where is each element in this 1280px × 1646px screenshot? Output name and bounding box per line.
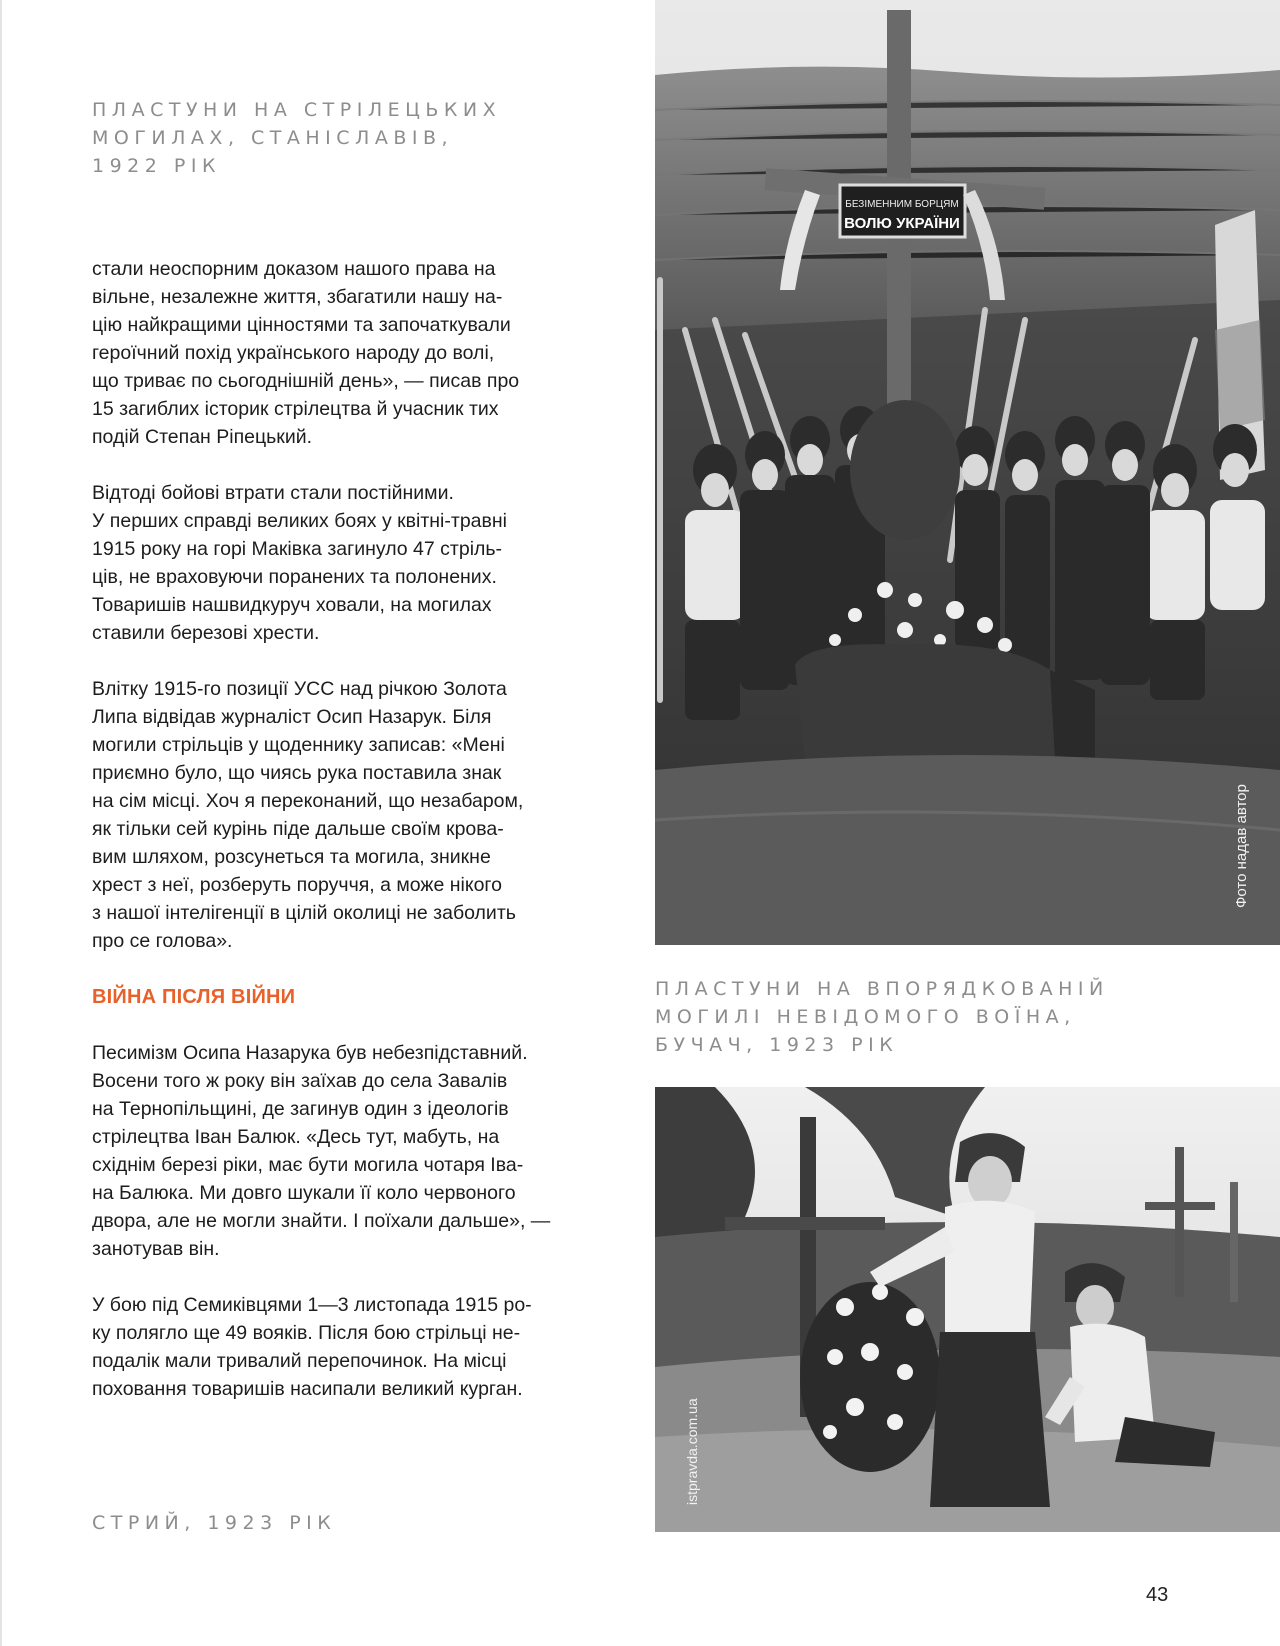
text-line: героїчний похід українського народу до волі, <box>92 342 495 364</box>
text-line: стрілецтва Іван Балюк. «Десь тут, мабуть, на <box>92 1126 500 1148</box>
text-line: У перших справді великих боях у квітні-травні <box>92 510 507 532</box>
text-line: про се голова». <box>92 930 233 952</box>
photo-illustration <box>655 1087 1280 1532</box>
text-line: стали неоспорним доказом нашого права на <box>92 258 496 280</box>
text-line: цію найкращими цінностями та започаткували <box>92 314 511 336</box>
caption-stryi <box>92 1509 336 1537</box>
text-line: подалік мали тривалий перепочинок. На місці <box>92 1350 507 1372</box>
text-line: двора, але не могли знайти. І поїхали дальше», — <box>92 1210 551 1232</box>
text-line: поховання товаришів насипали великий курган. <box>92 1378 523 1400</box>
text-line: вільне, незалежне життя, збагатили нашу на- <box>92 286 503 308</box>
text-line: вим шляхом, розсунеться та могила, зникне <box>92 846 491 868</box>
paragraph-4 <box>92 1039 592 1263</box>
caption-line: МОГИЛАХ, СТАНІСЛАВІВ, <box>92 127 454 149</box>
text-line: Товаришів нашвидкуруч ховали, на могилах <box>92 594 492 616</box>
paragraph-2 <box>92 479 592 647</box>
page-edge <box>0 0 2 1646</box>
text-line: У бою під Семиківцями 1—3 листопада 1915 ро- <box>92 1294 532 1316</box>
caption-line: ПЛАСТУНИ НА ВПОРЯДКОВАНІЙ <box>655 978 1109 1000</box>
paragraph-1 <box>92 255 592 451</box>
text-line: хрест з неї, розберуть поруччя, а може нікого <box>92 874 502 896</box>
photo-stanislaviv-graves <box>655 0 1280 945</box>
caption-buchach <box>655 975 1109 1059</box>
caption-line: ПЛАСТУНИ НА СТРІЛЕЦЬКИХ <box>92 99 502 121</box>
text-line: на сім місці. Хоч я переконаний, що незабаром, <box>92 790 524 812</box>
section-heading: ВІЙНА ПІСЛЯ ВІЙНИ <box>92 986 296 1008</box>
photo-illustration <box>655 0 1280 945</box>
text-line: Песимізм Осипа Назарука був небезпідставний. <box>92 1042 528 1064</box>
page-number: 43 <box>1146 1584 1169 1606</box>
text-line: на Тернопільщині, де загинув один з ідеологів <box>92 1098 509 1120</box>
text-line: що триває по сьогоднішній день», — писав про <box>92 370 520 392</box>
caption-stanislaviv <box>92 96 501 180</box>
text-line: ців, не враховуючи поранених та полонених. <box>92 566 497 588</box>
text-line: на Балюка. Ми довго шукали її коло червоного <box>92 1182 516 1204</box>
photo-stryi-grave <box>655 1087 1280 1532</box>
text-line: з нашої інтелігенції в цілій околиці не заболить <box>92 902 516 924</box>
text-line: східнім березі ріки, має бути могила чотаря Іва- <box>92 1154 524 1176</box>
caption-line: БУЧАЧ, 1923 РІК <box>655 1034 899 1056</box>
caption-line: МОГИЛІ НЕВІДОМОГО ВОЇНА, <box>655 1006 1076 1028</box>
paragraph-5 <box>92 1291 592 1403</box>
photo-credit: Фото надав автор <box>1233 784 1250 908</box>
text-line: Влітку 1915-го позиції УСС над річкою Золота <box>92 678 507 700</box>
text-line: ку полягло ще 49 вояків. Після бою стрільці не- <box>92 1322 521 1344</box>
text-line: приємно було, що чиясь рука поставила знак <box>92 762 502 784</box>
caption-line: 1922 РІК <box>92 155 221 177</box>
article-body <box>92 255 592 1431</box>
text-line: 1915 року на горі Маківка загинуло 47 стріль- <box>92 538 503 560</box>
text-line: Липа відвідав журналіст Осип Назарук. Біля <box>92 706 492 728</box>
text-line: могили стрільців у щоденнику записав: «Мені <box>92 734 505 756</box>
text-line: занотував він. <box>92 1238 220 1260</box>
text-line: ставили березові хрести. <box>92 622 320 644</box>
caption-line: СТРИЙ, 1923 РІК <box>92 1512 337 1534</box>
photo-credit: istpravda.com.ua <box>684 1398 700 1505</box>
sign-line-1: БЕЗІМЕННИМ БОРЦЯМ <box>845 199 959 210</box>
text-line: Восени того ж року він заїхав до села Завалів <box>92 1070 508 1092</box>
paragraph-3 <box>92 675 592 955</box>
text-line: як тільки сей курінь піде дальше своїм крова- <box>92 818 504 840</box>
sign-line-2: ВОЛЮ УКРАЇНИ <box>844 215 960 232</box>
text-line: 15 загиблих історик стрілецтва й учасник тих <box>92 398 499 420</box>
text-line: Відтоді бойові втрати стали постійними. <box>92 482 454 504</box>
text-line: подій Степан Ріпецький. <box>92 426 313 448</box>
